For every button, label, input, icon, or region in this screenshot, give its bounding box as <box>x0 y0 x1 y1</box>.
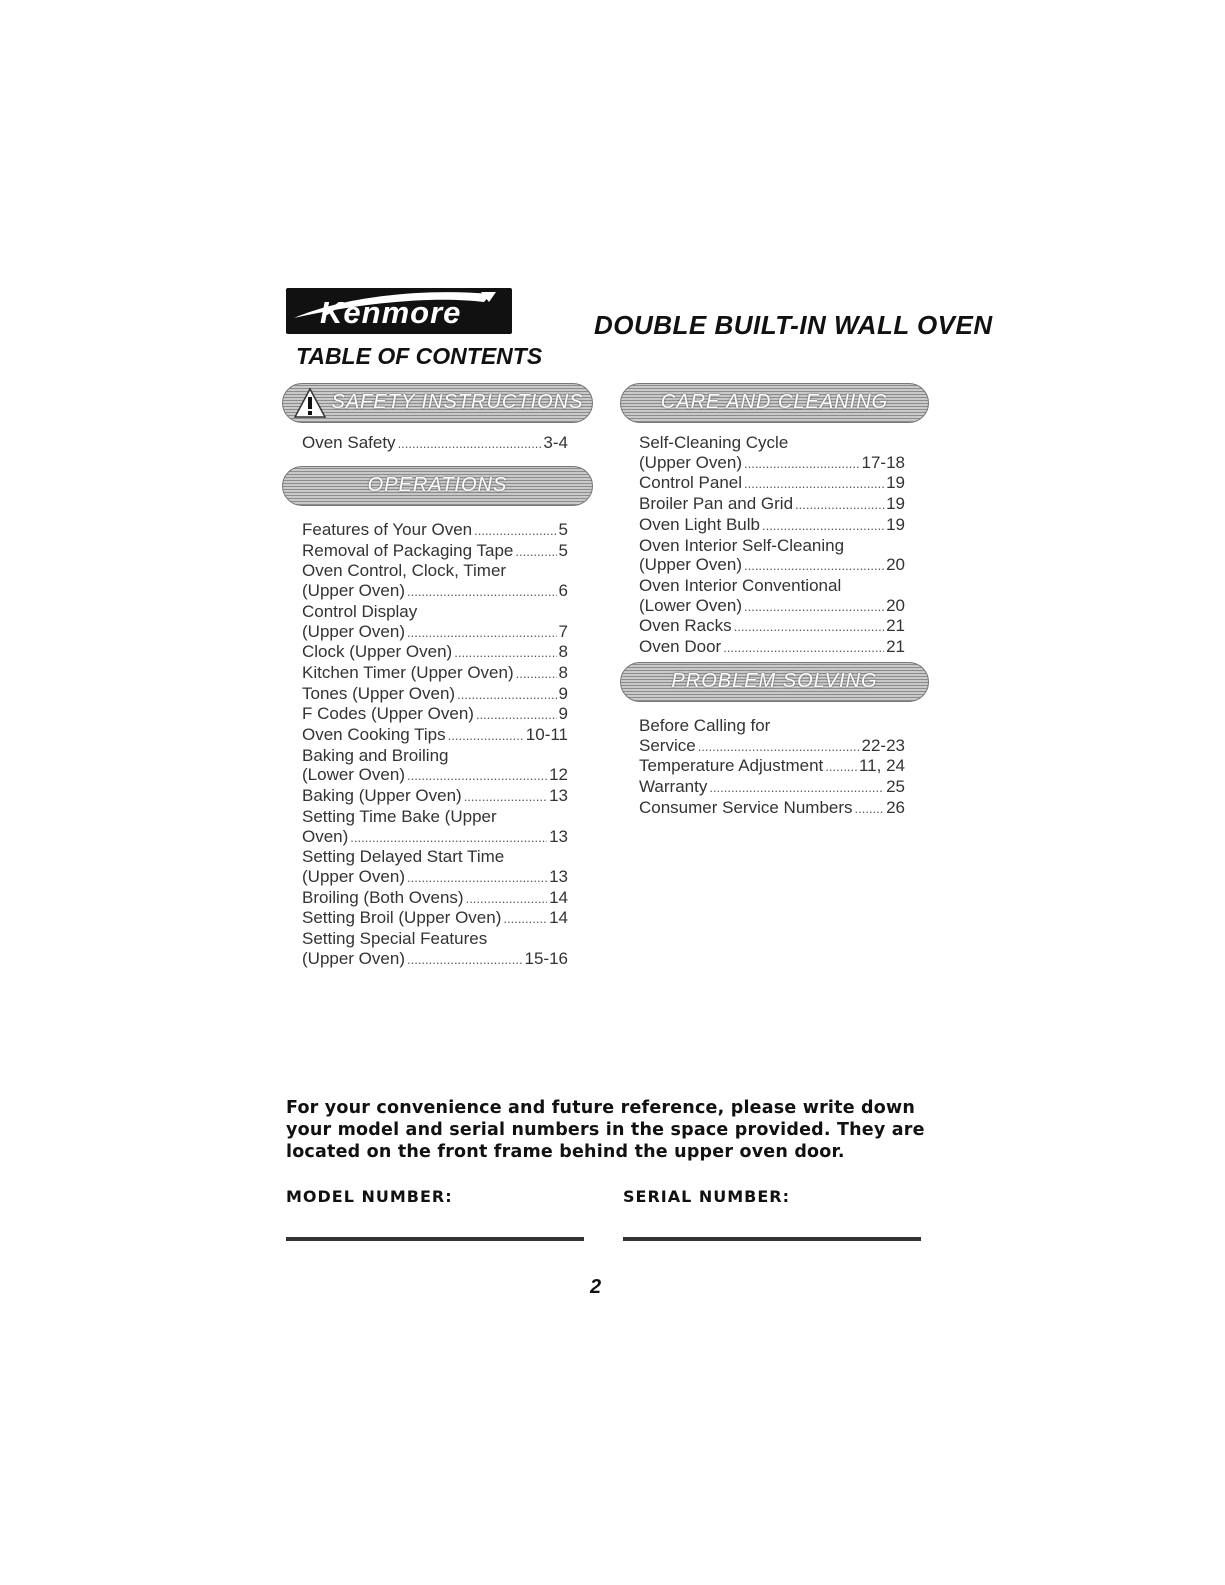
problem-solving-banner <box>620 662 929 702</box>
toc-entry-title: Clock (Upper Oven) <box>302 642 453 662</box>
model-number-label: MODEL NUMBER: <box>286 1187 453 1206</box>
toc-leader-dots <box>474 520 556 541</box>
operations-heading: OPERATIONS <box>367 474 508 496</box>
toc-entry <box>302 867 568 888</box>
toc-entry <box>639 798 905 819</box>
toc-entry-page: 8 <box>558 662 568 682</box>
safety-toc-list <box>302 433 568 454</box>
toc-entry <box>639 515 905 536</box>
toc-entry-title: Broiler Pan and Grid <box>639 494 794 514</box>
toc-leader-dots <box>744 596 884 617</box>
toc-entry-title: Oven) <box>302 826 349 846</box>
toc-entry-title: Consumer Service Numbers <box>639 797 853 817</box>
toc-entry <box>302 929 568 949</box>
toc-leader-dots <box>516 663 557 684</box>
toc-leader-dots <box>723 637 884 658</box>
toc-entry <box>302 622 568 643</box>
toc-entry <box>639 736 905 757</box>
toc-entry <box>302 581 568 602</box>
care-heading: CARE AND CLEANING <box>660 391 889 413</box>
toc-entry-page: 13 <box>549 826 568 846</box>
toc-leader-dots <box>734 616 884 637</box>
care-toc-list <box>639 433 905 658</box>
toc-entry-page: 13 <box>549 786 568 806</box>
toc-entry-title: Temperature Adjustment <box>639 756 824 776</box>
toc-entry-title: Oven Door <box>639 637 722 657</box>
toc-entry-title: Oven Control, Clock, Timer <box>302 561 507 581</box>
document-title: DOUBLE BUILT-IN WALL OVEN <box>594 310 993 340</box>
toc-entry-title: Oven Racks <box>639 616 732 636</box>
toc-leader-dots <box>762 515 884 536</box>
toc-entry <box>639 536 905 556</box>
operations-banner <box>282 466 593 506</box>
toc-leader-dots <box>476 704 557 725</box>
toc-leader-dots <box>448 725 524 746</box>
toc-leader-dots <box>744 453 860 474</box>
toc-leader-dots <box>515 541 556 562</box>
toc-entry-page: 10-11 <box>525 725 568 745</box>
kenmore-logo <box>286 288 512 334</box>
toc-entry-title: Oven Safety <box>302 433 396 452</box>
serial-number-label: SERIAL NUMBER: <box>623 1187 791 1206</box>
toc-entry <box>302 827 568 848</box>
toc-leader-dots <box>407 949 523 970</box>
safety-heading: SAFETY INSTRUCTIONS <box>331 391 584 413</box>
toc-entry <box>639 756 905 777</box>
toc-entry-title: Setting Special Features <box>302 929 488 949</box>
toc-entry-page: 22-23 <box>861 735 905 755</box>
toc-entry <box>639 777 905 798</box>
toc-entry-title: Removal of Packaging Tape <box>302 540 514 560</box>
toc-entry-title: F Codes (Upper Oven) <box>302 704 474 724</box>
toc-entry-page: 14 <box>549 887 568 907</box>
toc-leader-dots <box>744 555 884 576</box>
toc-entry-page: 26 <box>886 797 905 817</box>
toc-leader-dots <box>855 798 885 819</box>
toc-entry-page: 17-18 <box>861 452 905 472</box>
toc-entry-page: 5 <box>558 540 568 560</box>
toc-entry-page: 12 <box>549 765 568 785</box>
toc-entry-title: (Lower Oven) <box>639 595 742 615</box>
toc-entry-title: Kitchen Timer (Upper Oven) <box>302 662 514 682</box>
toc-entry <box>639 433 905 453</box>
toc-entry <box>302 786 568 807</box>
toc-entry <box>302 746 568 766</box>
toc-entry-title: Tones (Upper Oven) <box>302 683 456 703</box>
toc-entry-page: 14 <box>549 908 568 928</box>
toc-leader-dots <box>457 684 556 705</box>
toc-leader-dots <box>407 867 547 888</box>
toc-leader-dots <box>795 494 884 515</box>
toc-entry <box>302 807 568 827</box>
toc-leader-dots <box>825 756 857 777</box>
toc-leader-dots <box>407 622 557 643</box>
toc-entry <box>302 725 568 746</box>
toc-leader-dots <box>466 888 548 909</box>
toc-entry <box>302 765 568 786</box>
toc-leader-dots <box>407 765 547 786</box>
toc-entry <box>639 616 905 637</box>
toc-entry-title: Oven Interior Conventional <box>639 575 842 595</box>
problem-heading: PROBLEM SOLVING <box>671 670 878 692</box>
toc-entry-page: 11, 24 <box>858 756 905 776</box>
toc-entry-page: 19 <box>886 514 905 534</box>
toc-entry-title: Oven Light Bulb <box>639 514 760 534</box>
toc-entry-title: Control Display <box>302 601 418 621</box>
toc-leader-dots <box>698 736 860 757</box>
toc-entry-page: 21 <box>886 637 905 657</box>
toc-entry-title: (Lower Oven) <box>302 765 405 785</box>
toc-entry <box>302 541 568 562</box>
toc-leader-dots <box>503 908 547 929</box>
toc-entry-title: Setting Delayed Start Time <box>302 847 505 867</box>
toc-entry-title: (Upper Oven) <box>302 948 405 968</box>
toc-leader-dots <box>398 433 542 454</box>
toc-entry-title: (Upper Oven) <box>302 866 405 886</box>
toc-entry <box>302 520 568 541</box>
toc-entry <box>302 642 568 663</box>
warning-icon <box>293 387 327 419</box>
serial-number-line <box>623 1237 921 1241</box>
toc-entry-title: Oven Interior Self-Cleaning <box>639 535 845 555</box>
model-number-line <box>286 1237 584 1241</box>
toc-entry-title: Warranty <box>639 777 708 797</box>
operations-toc-list <box>302 520 568 969</box>
toc-entry-page: 3-4 <box>543 433 568 452</box>
toc-entry-page: 7 <box>558 621 568 641</box>
toc-entry-title: Oven Cooking Tips <box>302 725 446 745</box>
toc-entry <box>639 473 905 494</box>
toc-entry <box>302 704 568 725</box>
toc-entry-page: 13 <box>549 866 568 886</box>
toc-entry-page: 8 <box>558 642 568 662</box>
toc-entry-title: Features of Your Oven <box>302 520 473 539</box>
toc-leader-dots <box>464 786 547 807</box>
toc-entry-page: 25 <box>886 777 905 797</box>
toc-entry <box>302 908 568 929</box>
toc-leader-dots <box>407 581 557 602</box>
toc-entry-page: 9 <box>558 704 568 724</box>
toc-entry-page: 19 <box>886 473 905 493</box>
toc-entry-page: 5 <box>558 520 568 539</box>
logo-text: Kenmore <box>320 295 462 330</box>
toc-entry-title: (Upper Oven) <box>302 581 405 601</box>
toc-entry-page: 6 <box>558 581 568 601</box>
toc-entry-title: Control Panel <box>639 473 743 493</box>
safety-instructions-banner <box>282 383 593 423</box>
toc-leader-dots <box>454 642 556 663</box>
toc-entry <box>302 847 568 867</box>
toc-entry <box>639 555 905 576</box>
toc-entry <box>639 637 905 658</box>
toc-entry <box>302 433 568 454</box>
toc-entry <box>302 888 568 909</box>
toc-entry-title: Baking (Upper Oven) <box>302 786 462 806</box>
toc-entry-title: (Upper Oven) <box>639 555 742 575</box>
toc-heading: TABLE OF CONTENTS <box>296 343 543 369</box>
toc-entry <box>639 596 905 617</box>
toc-entry-page: 9 <box>558 683 568 703</box>
toc-entry-page: 15-16 <box>524 948 568 968</box>
page-number: 2 <box>590 1276 602 1298</box>
notice-text: For your convenience and future reference, please write down your model and serial numbers in the space provided. They are located on the front frame behind the upper oven door. <box>286 1098 925 1162</box>
toc-leader-dots <box>709 777 884 798</box>
toc-entry <box>639 494 905 515</box>
toc-entry-title: Setting Broil (Upper Oven) <box>302 908 502 928</box>
toc-entry-title: (Upper Oven) <box>639 452 742 472</box>
toc-entry-title: Setting Time Bake (Upper <box>302 806 497 826</box>
toc-leader-dots <box>350 827 547 848</box>
toc-entry-title: Before Calling for <box>639 716 771 735</box>
toc-entry-title: Self-Cleaning Cycle <box>639 433 789 452</box>
toc-entry-page: 19 <box>886 494 905 514</box>
toc-entry-title: Broiling (Both Ovens) <box>302 887 464 907</box>
toc-entry <box>639 453 905 474</box>
toc-leader-dots <box>744 473 884 494</box>
toc-entry <box>639 576 905 596</box>
toc-entry <box>302 684 568 705</box>
toc-entry-title: (Upper Oven) <box>302 621 405 641</box>
toc-entry <box>639 716 905 736</box>
problem-toc-list <box>639 716 905 819</box>
toc-entry-page: 20 <box>886 555 905 575</box>
toc-entry <box>302 949 568 970</box>
toc-entry <box>302 561 568 581</box>
care-and-cleaning-banner <box>620 383 929 423</box>
toc-entry <box>302 663 568 684</box>
toc-entry <box>302 602 568 622</box>
toc-entry-page: 20 <box>886 595 905 615</box>
toc-entry-title: Baking and Broiling <box>302 745 449 765</box>
toc-entry-title: Service <box>639 735 696 755</box>
toc-entry-page: 21 <box>886 616 905 636</box>
